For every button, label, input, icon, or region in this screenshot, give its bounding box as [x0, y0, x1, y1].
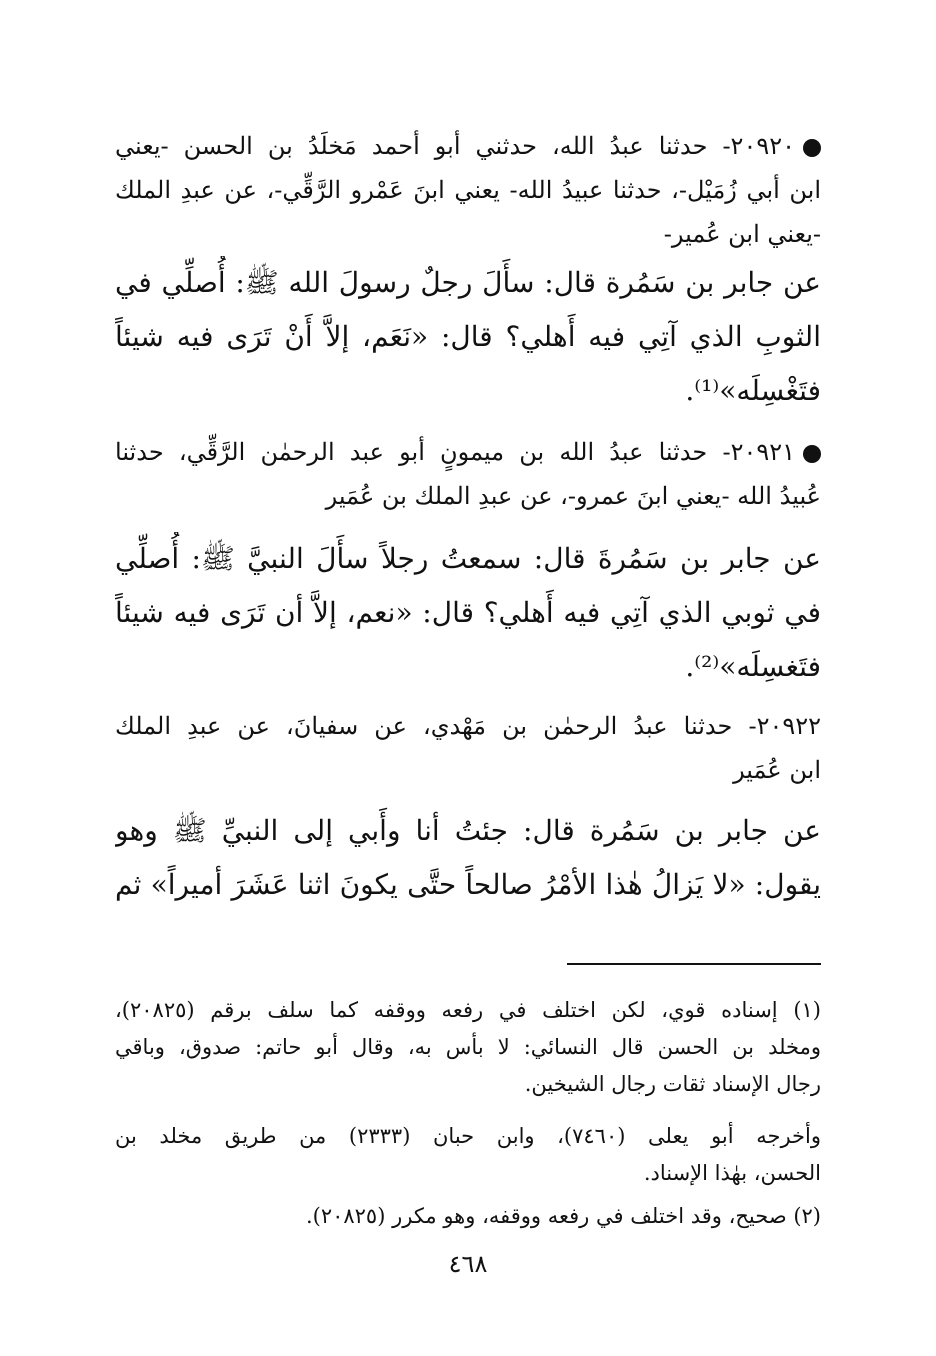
footnote-1	[115, 992, 821, 1103]
matn-line: فتَغسِلَه»⁽²⁾.	[685, 650, 821, 683]
footnote-line: رجال الإسناد ثقات رجال الشيخين.	[524, 1072, 821, 1096]
isnad-line: ابن أبي زُمَيْل-، حدثنا عبيدُ الله- يعني ابنَ عَمْرو الرَّقِّي-، عن عبدِ الملك	[115, 176, 821, 204]
matn-line: عن جابر بن سَمُرة قال: سأَلَ رجلٌ رسولَ الله ﷺ: أُصلِّي في	[115, 266, 821, 299]
footnote-line: (١) إسناده قوي، لكن اختلف في رفعه ووقفه كما سلف برقم (٢٠٨٢٥)،	[115, 998, 821, 1022]
footnote-line: وأخرجه أبو يعلى (٧٤٦٠)، وابن حبان (٢٣٣٣) من طريق مخلد بن	[115, 1124, 821, 1148]
hadith-20920-matn	[115, 256, 821, 418]
isnad-line: ٢٠٩٢١- حدثنا عبدُ الله بن ميمونٍ أبو عبد الرحمٰن الرَّقِّي، حدثنا	[115, 430, 821, 474]
footnote-line: (٢) صحيح، وقد اختلف في رفعه ووقفه، وهو مكرر (٢٠٨٢٥).	[305, 1204, 821, 1228]
footnote-2	[115, 1198, 821, 1235]
hadith-20921-matn	[115, 532, 821, 694]
matn-line: عن جابر بن سَمُرةَ قال: سمعتُ رجلاً سأَلَ النبيَّ ﷺ: أُصلِّي	[115, 542, 821, 575]
matn-line: عن جابر بن سَمُرة قال: جئتُ أنا وأَبي إلى النبيِّ ﷺ وهو	[115, 814, 821, 847]
matn-line: الثوبِ الذي آتِي فيه أَهلي؟ قال: «نَعَم، إلاَّ أَنْ تَرَى فيه شيئاً	[115, 320, 821, 353]
isnad-line: عُبيدُ الله -يعني ابنَ عمرو-، عن عبدِ الملك بن عُمَير	[325, 482, 821, 510]
matn-line: فتَغْسِلَه»⁽¹⁾.	[685, 374, 821, 407]
isnad-line: -يعني ابن عُمير-	[663, 220, 821, 248]
footnote-1-extra	[115, 1118, 821, 1192]
isnad-line: ٢٠٩٢٢- حدثنا عبدُ الرحمٰن بن مَهْدي، عن سفيانَ، عن عبدِ الملك	[115, 712, 821, 740]
matn-line: يقول: «لا يَزالُ هٰذا الأمْرُ صالحاً حتَّى يكونَ اثنا عَشَرَ أميراً» ثم	[115, 868, 821, 901]
isnad-line: ابن عُمَير	[733, 756, 821, 784]
hadith-20922-matn	[115, 804, 821, 912]
footnote-line: ومخلد بن الحسن قال النسائي: لا بأس به، وقال أبو حاتم: صدوق، وباقي	[115, 1035, 821, 1059]
footnote-separator	[567, 963, 821, 965]
isnad-line: ٢٠٩٢٠- حدثنا عبدُ الله، حدثني أبو أحمد مَخلَدُ بن الحسن -يعني	[115, 124, 821, 168]
hadith-20922-isnad	[115, 704, 821, 792]
page-number: ٤٦٨	[448, 1250, 488, 1278]
matn-line: في ثوبي الذي آتِي فيه أَهلي؟ قال: «نعم، إلاَّ أن تَرَى فيه شيئاً	[115, 596, 821, 629]
hadith-20921-isnad	[115, 430, 821, 518]
bullet-icon	[803, 139, 821, 157]
hadith-20920-isnad	[115, 124, 821, 256]
footnote-line: الحسن، بهٰذا الإسناد.	[643, 1161, 821, 1185]
bullet-icon	[803, 445, 821, 463]
